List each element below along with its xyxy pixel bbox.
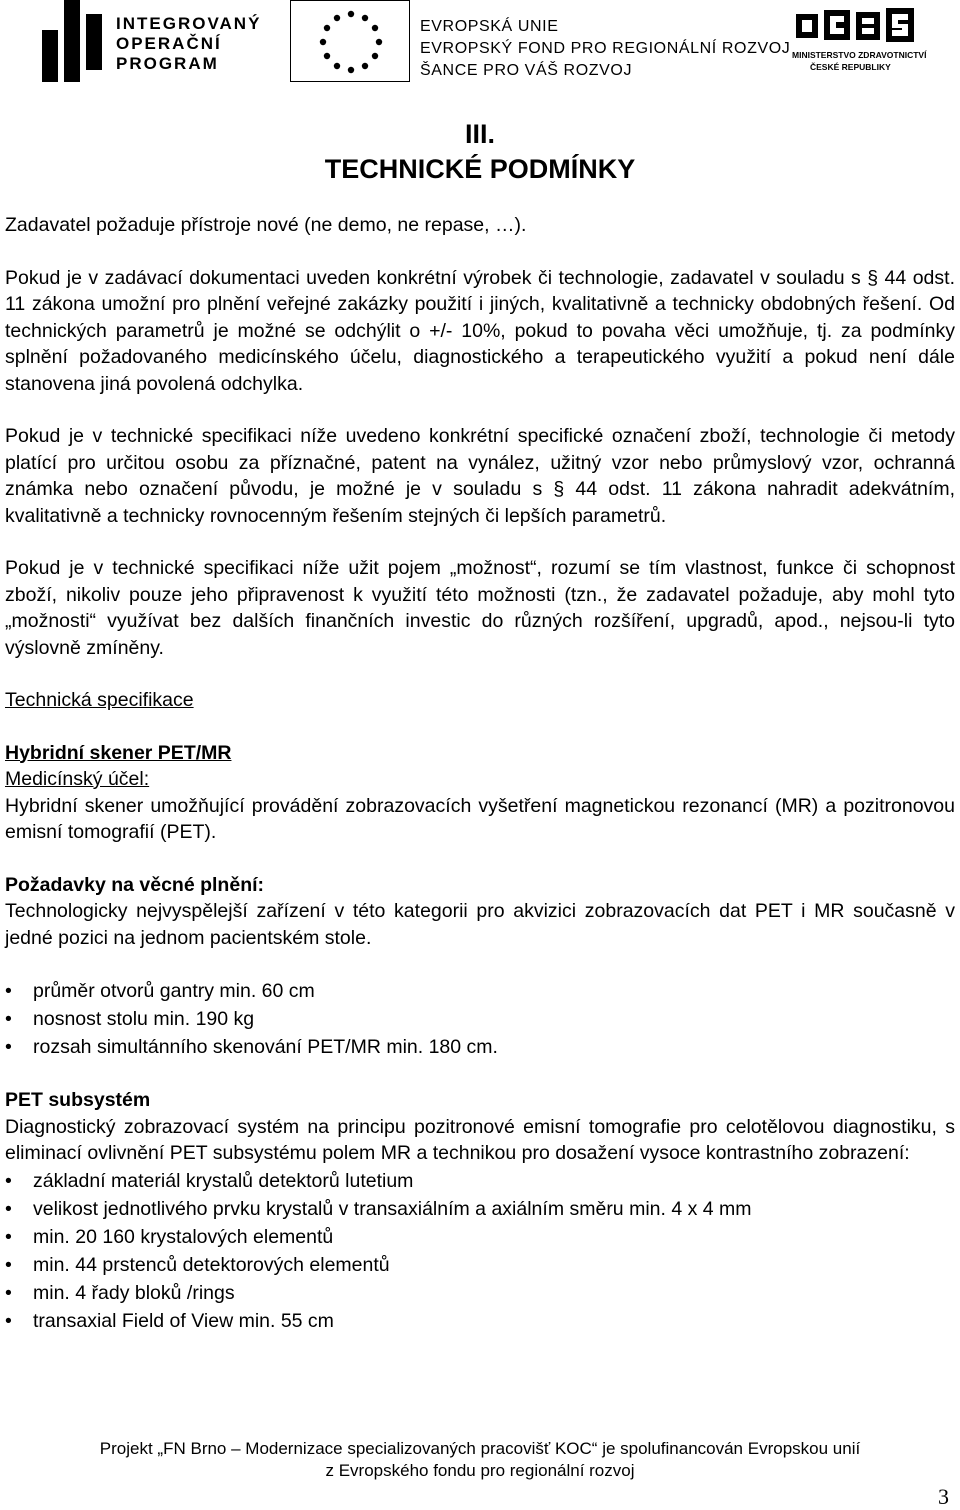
pet-list — [5, 1167, 955, 1335]
iop-logo — [42, 0, 272, 84]
list-item: • min. 44 prstenců detektorových elementů — [5, 1251, 955, 1279]
bullet-icon: • — [5, 1169, 12, 1192]
iop-logo-text: INTEGROVANÝ OPERAČNÍ PROGRAM — [116, 14, 262, 73]
pet-text: Diagnostický zobrazovací systém na principu pozitronové emisní tomografie pro celotělovou diagnostiku, s eliminací ovlivnění PET subsystému polem MR a technikou pro dosažení vysoce kontrastního zobrazení: — [5, 1115, 955, 1164]
eu-text: EVROPSKÁ UNIE EVROPSKÝ FOND PRO REGIONÁLNÍ ROZVOJ ŠANCE PRO VÁŠ ROZVOJ — [420, 18, 791, 79]
purpose-text: Hybridní skener umožňující provádění zobrazovacích vyšetření magnetickou rezonancí (MR) a pozitronovou emisní tomografií (PET). — [5, 794, 955, 843]
device-title: Hybridní skener PET/MR — [5, 741, 232, 764]
ministry-logo: MINISTERSTVO ZDRAVOTNICTVÍ ČESKÉ REPUBLIKY — [792, 8, 922, 68]
bullet-icon: • — [5, 1008, 12, 1030]
footer-line-2: z Evropského fondu pro regionální rozvoj — [325, 1461, 635, 1480]
bullet-icon: • — [5, 1253, 12, 1276]
list-item: • min. 4 řady bloků /rings — [5, 1279, 955, 1307]
document-body — [5, 212, 955, 1335]
list-item: • velikost jednotlivého prvku krystalů v transaxiálním a axiálním směru min. 4 x 4 mm — [5, 1195, 955, 1223]
bullet-icon: • — [5, 1197, 12, 1220]
bullet-icon: • — [5, 1281, 12, 1304]
requirements-label: Požadavky na věcné plnění: — [5, 873, 265, 896]
page-footer — [0, 1438, 960, 1482]
requirements-text: Technologicky nejvyspělejší zařízení v této kategorii pro akvizici zobrazovacích dat PET i MR současně v jedné pozici na jednom pacientském stole. — [5, 900, 955, 949]
paragraph-new-devices: Zadavatel požaduje přístroje nové (ne demo, ne repase, …). — [5, 214, 527, 236]
footer-line-1: Projekt „FN Brno – Modernizace specializovaných pracovišť KOC“ je spolufinancován Evropskou unií — [99, 1439, 861, 1458]
iop-logo-mark-icon — [42, 0, 104, 82]
bullet-icon: • — [5, 1309, 12, 1332]
eu-stars-icon — [311, 6, 391, 78]
section-title: TECHNICKÉ PODMÍNKY — [324, 154, 636, 184]
page-number: 3 — [938, 1484, 949, 1509]
purpose-label: Medicínský účel: — [5, 768, 150, 790]
list-item: • transaxial Field of View min. 55 cm — [5, 1307, 955, 1335]
list-item: • rozsah simultánního skenování PET/MR min. 180 cm. — [5, 1033, 955, 1061]
paragraph-possibility: Pokud je v technické specifikaci níže užit pojem „možnost“, rozumí se tím vlastnost, funkce či schopnost zboží, nikoliv pouze jeho připravenost k využití této možnosti (tzn., že zadavatel požaduje, aby mohl tyto „možnosti“ využívat bez dalších finančních investic do různých rozšíření, upgradů, apod., nejsou-li tyto výslovně zmíněny. — [5, 557, 955, 659]
paragraph-equivalents: Pokud je v zadávací dokumentaci uveden konkrétní výrobek či technologie, zadavatel v souladu s § 44 odst. 11 zákona umožní pro plnění veřejné zakázky použití i jiných, kvalitativně a technicky obdobných řešení. Od technických parametrů je možné se odchýlit o +/- 10%, pokud to povaha věci umožňuje, tj. za podmínky splnění požadovaného medicínského účelu, diagnostického a terapeutického využití a pokud není dále stanovena jiná povolená odchylka. — [5, 266, 955, 395]
page-header — [0, 0, 960, 86]
list-item: • nosnost stolu min. 190 kg — [5, 1005, 955, 1033]
spec-heading: Technická specifikace — [5, 689, 194, 711]
ministry-emblem-icon — [796, 8, 914, 44]
list-item: • průměr otvorů gantry min. 60 cm — [5, 977, 955, 1005]
bullet-icon: • — [5, 980, 12, 1002]
paragraph-specific-designation: Pokud je v technické specifikaci níže uvedeno konkrétní specifické označení zboží, technologie či metody platící pro určitou osobu za příznačné, patent na vynález, užitný vzor nebo průmyslový vzor, ochranná známka nebo označení původu, je možné je v souladu s § 44 odst. 11 zákona nahradit adekvátním, kvalitativně a technicky rovnocenným řešením stejných či lepších parametrů. — [5, 425, 955, 527]
bullet-icon: • — [5, 1225, 12, 1248]
list-item: • základní materiál krystalů detektorů lutetium — [5, 1167, 955, 1195]
pet-heading: PET subsystém — [5, 1089, 151, 1111]
list-item: • min. 20 160 krystalových elementů — [5, 1223, 955, 1251]
bullet-icon: • — [5, 1036, 12, 1058]
section-number: III. — [464, 119, 495, 149]
eu-flag — [290, 0, 410, 82]
requirements-list — [5, 977, 955, 1061]
